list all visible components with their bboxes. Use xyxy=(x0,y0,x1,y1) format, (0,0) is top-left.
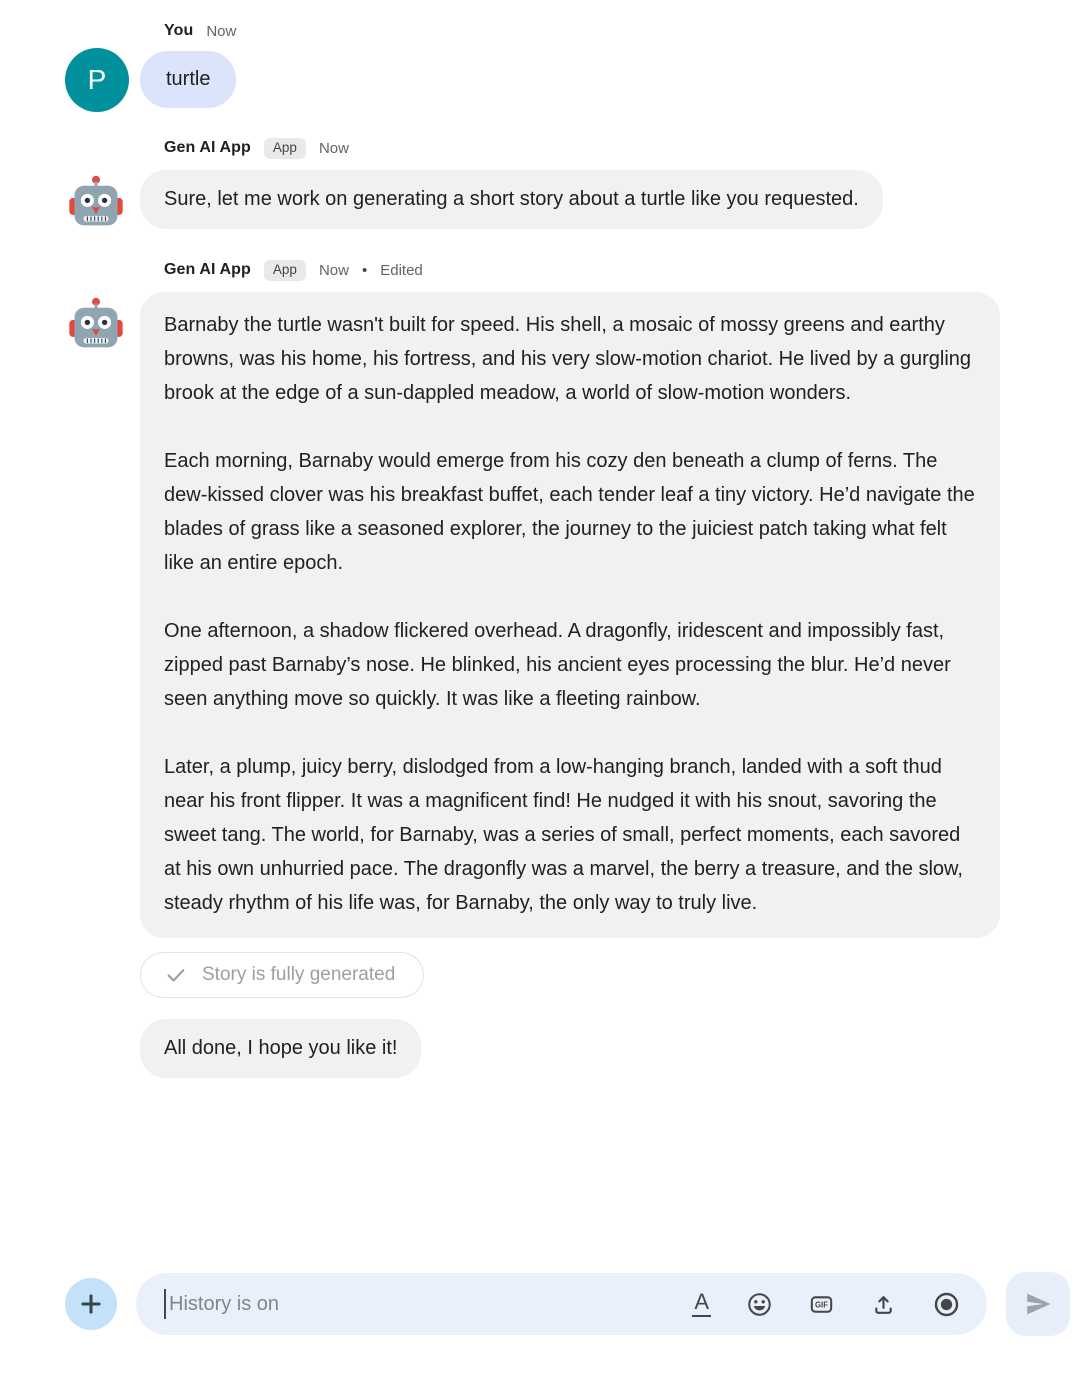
status-chip xyxy=(140,952,424,998)
timestamp: Now xyxy=(318,261,349,279)
message-composer xyxy=(65,1272,1070,1336)
upload-button[interactable] xyxy=(870,1291,897,1318)
user-message-bubble xyxy=(140,51,236,108)
story-paragraph: One afternoon, a shadow flickered overhead. A dragonfly, iridescent and impossibly fast, zipped past Barnaby’s nose. He blinked, his ancient eyes processing the blur. He’d never seen anything move so quickly. It was like a fleeting rainbow. xyxy=(164,619,951,710)
bot-story-bubble xyxy=(140,292,1000,938)
message-header xyxy=(164,260,1048,281)
app-badge: App xyxy=(264,138,306,159)
bot-followup-bubble xyxy=(140,1019,421,1078)
timestamp: Now xyxy=(206,22,237,40)
gif-button[interactable] xyxy=(808,1291,835,1318)
timestamp: Now xyxy=(318,139,349,157)
emoji-icon xyxy=(746,1291,773,1318)
story-paragraph: Each morning, Barnaby would emerge from his cozy den beneath a clump of ferns. The dew-kissed clover was his breakfast buffet, each tender leaf a tiny victory. He’d navigate the blades of grass like a seasoned explorer, the journey to the juiciest patch taking what felt like an entire epoch. xyxy=(164,449,975,574)
bot-story-message-group xyxy=(65,260,1048,938)
send-button[interactable] xyxy=(1006,1272,1070,1336)
user-avatar-initial: P xyxy=(87,64,107,95)
bot-ack-text: Sure, let me work on generating a short story about a turtle like you requested. xyxy=(164,187,859,210)
status-chip-label: Story is fully generated xyxy=(202,963,396,985)
message-header xyxy=(164,22,1048,40)
story-paragraph: Later, a plump, juicy berry, dislodged from a low-hanging branch, landed with a soft thud near his front flipper. It was a magnificent find! He nudged it with his snout, savoring the sweet tang. The world, for Barnaby, was a series of small, perfect moments, each savored at his own unhurried pace. The dragonfly was a marvel, the berry a treasure, and the slow, steady rhythm of his life was, for Barnaby, the only way to truly live. xyxy=(164,755,963,914)
robot-avatar[interactable] xyxy=(65,294,127,356)
edited-label: Edited xyxy=(380,261,423,279)
user-message-group xyxy=(65,22,1048,112)
record-button[interactable] xyxy=(932,1290,961,1319)
send-icon xyxy=(1023,1289,1053,1319)
bot-ack-bubble xyxy=(140,170,883,229)
check-icon xyxy=(165,964,187,986)
input-placeholder: History is on xyxy=(169,1292,280,1315)
record-icon xyxy=(932,1290,961,1319)
message-header xyxy=(164,138,1048,159)
add-attachment-button[interactable] xyxy=(65,1278,117,1330)
format-text-button[interactable] xyxy=(692,1291,711,1317)
user-avatar[interactable] xyxy=(65,48,129,112)
edited-separator-dot: • xyxy=(361,261,368,279)
user-message-text: turtle xyxy=(166,68,211,90)
emoji-button[interactable] xyxy=(746,1291,773,1318)
plus-icon xyxy=(78,1291,104,1317)
sender-name: You xyxy=(164,22,194,39)
upload-icon xyxy=(870,1291,897,1318)
svg-text:GIF: GIF xyxy=(814,1300,829,1310)
sender-name: Gen AI App xyxy=(164,139,251,157)
bot-followup-text: All done, I hope you like it! xyxy=(164,1036,398,1059)
app-badge: App xyxy=(264,260,306,281)
gif-icon xyxy=(808,1291,835,1318)
format-text-icon: A xyxy=(692,1291,711,1317)
sender-name: Gen AI App xyxy=(164,261,251,279)
message-input[interactable] xyxy=(136,1273,987,1335)
text-caret xyxy=(164,1289,166,1319)
story-paragraph: Barnaby the turtle wasn't built for speed. His shell, a mosaic of mossy greens and earthy browns, was his home, his fortress, and his very slow-motion chariot. He lived by a gurgling brook at the edge of a sun-dappled meadow, a world of slow-motion wonders. xyxy=(164,313,972,404)
bot-ack-message-group xyxy=(65,138,1048,234)
robot-avatar[interactable] xyxy=(65,172,127,234)
